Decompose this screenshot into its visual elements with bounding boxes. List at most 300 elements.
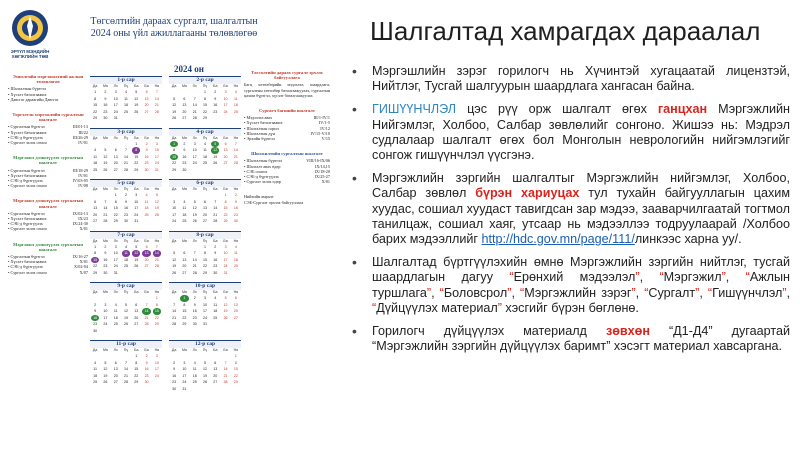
calendar-day: 30: [103, 270, 108, 275]
calendar-day: 6: [183, 96, 186, 101]
schedule-note-heading: Торгэлтэн мэргэжлийн сургалтын шалгалт: [12, 112, 84, 123]
weekday-label: Бя: [223, 348, 228, 352]
weekday-label: Пү: [202, 290, 208, 294]
calendar-day: 25: [123, 109, 128, 114]
schedule-note-row: [8, 140, 88, 145]
calendar-day: 7: [155, 90, 158, 94]
calendar-day: 10: [154, 148, 159, 152]
schedule-note-row: [244, 179, 330, 184]
calendar-day: 13: [202, 206, 207, 210]
calendar-day: 13: [223, 148, 228, 152]
weekday-label: Лх: [192, 84, 197, 88]
calendar-day: 19: [134, 103, 139, 107]
weekday-label: Мя: [181, 348, 187, 352]
calendar-day: 24: [192, 161, 197, 165]
weekday-label: Да: [171, 290, 177, 294]
calendar-day: 27: [182, 116, 187, 120]
schedule-note-text: Багц хөтөлбөрийн мэдээлэл, шаардлага, сургалтын хөтөлбөр баталгаажуулах, сургалтын цахим бүртгэл, хүсэлт баталгаажуулах: [244, 82, 330, 98]
weekday-label: Мя: [102, 348, 108, 352]
calendar-day: 29: [182, 322, 187, 326]
calendar-day: 27: [144, 264, 149, 268]
weekday-label: Ня: [233, 135, 239, 140]
calendar-day: 15: [153, 308, 161, 315]
calendar-day: 28: [233, 161, 238, 165]
schedule-item-date: IX/02-13: [72, 210, 88, 216]
calendar-day: 8: [155, 302, 158, 307]
calendar-day: 16: [144, 367, 149, 371]
calendar-day: 4: [234, 244, 237, 249]
calendar-day: 19: [172, 264, 177, 268]
calendar-day: 26: [172, 116, 177, 120]
calendar-day: 7: [124, 360, 127, 365]
legend-item: СЭБ-Сургалт эрхлэх байгууллага: [244, 199, 304, 205]
calendar-day: 14: [153, 250, 161, 257]
calendar-day: 7: [124, 148, 127, 152]
calendar-day: 8: [132, 147, 140, 154]
calendar-day: 20: [144, 257, 149, 262]
calendar-day: 2: [234, 193, 237, 197]
schedule-item-date: X/01: [321, 179, 330, 185]
month-name: 9-р сар: [90, 283, 162, 290]
schedule-item-date: IX/25-27: [314, 174, 330, 180]
calendar-day: 17: [182, 373, 187, 378]
schedule-note: [8, 74, 88, 102]
calendar-day: 12: [172, 257, 177, 262]
calendar-day: 19: [134, 257, 139, 262]
calendar-day: 28: [154, 109, 159, 114]
schedule-note: [8, 155, 88, 188]
calendar-month: [90, 340, 162, 392]
calendar-day: 22: [202, 264, 207, 268]
calendar-day: 11: [144, 199, 149, 204]
doc-year: 2024 он: [174, 64, 204, 74]
month-name: 11-р сар: [90, 341, 162, 348]
weekday-label: Да: [92, 238, 98, 243]
calendar-day: 21: [144, 315, 149, 320]
calendar-day: 4: [124, 90, 127, 94]
calendar-day: 23: [192, 315, 197, 320]
calendar-day: 29: [93, 270, 98, 275]
calendar-day: 18: [233, 103, 238, 107]
weekday-label: Ня: [154, 238, 160, 243]
calendar-day: 12: [154, 199, 159, 204]
schedule-note-row: [8, 97, 88, 102]
schedule-item-label: • СЭБ сонгох: [244, 168, 268, 174]
calendar-day: 8: [203, 96, 206, 101]
calendar-day: 27: [223, 161, 228, 165]
calendar-day: 13: [134, 309, 139, 313]
calendar-day: 8: [173, 148, 176, 152]
calendar-day: 10: [172, 206, 177, 210]
calendar-day: 25: [113, 322, 118, 326]
calendar-day: 13: [113, 367, 118, 371]
calendar-day: 14: [192, 103, 197, 107]
calendar-day: 12: [132, 250, 140, 257]
calendar-day: 8: [94, 251, 97, 255]
schedule-note: [244, 70, 330, 98]
calendar-day: 18: [144, 206, 149, 210]
calendar-day: 29: [134, 167, 139, 172]
schedule-item-label: • Хүсэлт баталгаажих: [8, 216, 47, 222]
schedule-note-heading: Эмнэлгийн мэргэжилтний ажлын төлөвлөгөө: [12, 74, 84, 85]
schedule-item-date: IV/1-5: [318, 120, 330, 126]
calendar-day: 26: [202, 380, 207, 384]
schedule-item-label: • Сургалтын бүртгэл: [8, 124, 45, 130]
bullet-text-run: Горилогч дүйцүүлэх материалд: [372, 324, 606, 339]
calendar-day: 28: [192, 270, 197, 275]
calendar-day: 27: [113, 167, 118, 172]
schedule-item-date: X/07: [79, 269, 88, 275]
calendar-day: 4: [214, 296, 217, 300]
month-name: 8-р сар: [169, 232, 241, 239]
weekday-label: Ба: [213, 84, 218, 88]
calendar-day: 28: [192, 116, 197, 120]
calendar-legend: [244, 194, 330, 204]
bullet-text-run: ”: [497, 300, 502, 315]
bullet-text-run: ”: [635, 270, 640, 285]
calendar-day: 20: [182, 109, 187, 114]
weekday-label: Да: [92, 187, 98, 191]
weekday-label: Лх: [113, 135, 118, 140]
doc-org-name: ЭРҮҮЛ МЭНДИЙН ХӨГЖЛИЙН ТӨВ: [10, 49, 50, 59]
calendar-day: 22: [202, 109, 207, 114]
month-days: [90, 295, 162, 334]
calendar-month: [90, 282, 162, 334]
calendar-day: 18: [233, 257, 238, 262]
calendar-day: 22: [93, 264, 98, 268]
calendar-day: 30: [144, 167, 149, 172]
calendar-day: 28: [213, 219, 218, 223]
calendar-day: 26: [213, 161, 218, 165]
weekday-label: Бя: [223, 84, 228, 88]
weekday-label: Да: [171, 135, 177, 140]
calendar-day: 29: [113, 219, 118, 223]
bullet-text-run: ,: [635, 285, 645, 300]
calendar-day: 6: [114, 148, 117, 152]
calendar-day: 3: [183, 360, 186, 365]
calendar-day: 15: [182, 309, 187, 313]
bullet-text-run: Мэргэжил: [663, 270, 722, 285]
calendar-day: 24: [154, 161, 159, 165]
calendar-day: 24: [103, 322, 108, 326]
calendar-month: [169, 231, 241, 277]
calendar-day: 8: [94, 96, 97, 101]
schedule-note-heading: Мэргэжил дээшлүүлэх сургалтын шалгалт: [12, 198, 84, 209]
calendar-day: 6: [214, 360, 217, 365]
calendar-day: 12: [123, 309, 128, 313]
schedule-item-label: • Шалгалтын дүн: [244, 130, 275, 136]
calendar-day: 16: [103, 103, 108, 107]
calendar-day: 13: [93, 206, 98, 210]
bullet-text-run: зөвхөн: [605, 324, 650, 339]
weekday-label: Пү: [123, 348, 129, 352]
weekday-label: Ня: [154, 187, 160, 191]
calendar-day: 22: [93, 109, 98, 114]
calendar-day: 8: [114, 199, 117, 204]
calendar-day: 19: [103, 373, 108, 378]
calendar-day: 22: [154, 315, 159, 320]
calendar-day: 20: [144, 103, 149, 107]
weekday-label: Ня: [233, 238, 239, 243]
bullet-text-run: ,: [699, 285, 708, 300]
calendar-day: 21: [123, 161, 128, 165]
calendar-day: 3: [224, 90, 227, 94]
health-center-emblem-icon: [10, 8, 50, 48]
calendar-day: 23: [213, 109, 218, 114]
bullet-text-run: Ерөнхий мэдээлэл: [513, 270, 636, 285]
calendar-day: 22: [233, 373, 238, 378]
weekday-label: Пү: [202, 348, 208, 352]
calendar-day: 4: [94, 148, 97, 152]
schedule-item-date: III/1-IV/1: [313, 115, 330, 121]
calendar-day: 25: [213, 315, 218, 320]
schedule-item-label: • Шалгалтын бүртгэл: [8, 86, 46, 92]
bullet-text-run: ”: [507, 285, 512, 300]
calendar-day: 10: [223, 251, 228, 255]
calendar-day: 11: [192, 367, 197, 371]
month-days: [169, 353, 241, 392]
calendar-day: 6: [183, 251, 186, 255]
calendar-day: 11: [124, 96, 128, 101]
calendar-day: 30: [103, 116, 108, 120]
calendar-day: 9: [104, 96, 107, 101]
calendar-day: 29: [154, 322, 159, 326]
bullet-text-run: хэсгийг бүрэн бөглөнө.: [501, 300, 639, 315]
weekday-label: Ба: [134, 135, 139, 140]
calendar-day: 14: [213, 206, 218, 210]
weekday-label: Да: [171, 238, 177, 243]
calendar-day: 30: [182, 167, 187, 172]
schedule-item-label: • СЭБ-д бүртгүүлэх: [8, 134, 43, 140]
month-days: [90, 192, 162, 225]
calendar-day: 2: [173, 360, 176, 365]
calendar-day: 5: [135, 244, 138, 249]
month-name: 5-р сар: [90, 180, 162, 187]
calendar-day: 17: [223, 103, 228, 107]
weekday-label: Ня: [154, 290, 160, 294]
calendar-day: 17: [223, 257, 228, 262]
calendar-day: 4: [124, 244, 127, 249]
calendar-day: 31: [154, 167, 159, 172]
calendar-day: 10: [113, 251, 118, 255]
calendar-day: 6: [114, 360, 117, 365]
schedule-note-row: [8, 183, 88, 188]
schedule-note-heading: Шилжилтийн сургалтын шалгалт: [251, 151, 323, 157]
calendar-day: 7: [234, 141, 237, 146]
calendar-day: 5: [173, 96, 176, 101]
schedule-note-heading: Төгсөлтийн дараах сургалт эрхлэх байгууллага: [251, 70, 323, 81]
calendar-day: 7: [155, 244, 158, 249]
bullet-text-run: “: [509, 270, 514, 285]
hdc-link[interactable]: http://hdc.gov.mn/page/111/: [481, 232, 635, 247]
calendar-day: 29: [223, 219, 228, 223]
weekday-label: Бя: [144, 290, 149, 294]
calendar-day: 27: [233, 315, 238, 320]
calendar-day: 26: [192, 219, 197, 223]
schedule-item-label: • Хүсэлт баталгаажих: [8, 172, 47, 178]
calendar-day: 5: [211, 141, 219, 148]
calendar-day: 11: [122, 250, 130, 257]
month-name: 1-р сар: [90, 77, 162, 84]
calendar-month: [169, 76, 241, 122]
calendar-day: 12: [103, 367, 108, 371]
weekday-label: Мя: [181, 187, 187, 191]
calendar-day: 20: [134, 315, 139, 320]
calendar-day: 23: [172, 380, 177, 384]
weekday-label: Ня: [233, 348, 239, 352]
schedule-item-label: • Хүсэлт баталгаажих: [244, 120, 283, 126]
month-days: [169, 141, 241, 174]
calendar-day: 8: [135, 360, 138, 365]
calendar-day: 7: [145, 302, 148, 307]
calendar-day: 15: [233, 367, 238, 371]
calendar-day: 2: [183, 141, 186, 146]
calendar-day: 25: [182, 219, 187, 223]
calendar-day: 19: [223, 309, 228, 313]
calendar-day: 18: [182, 212, 187, 217]
calendar-day: 15: [93, 103, 98, 107]
bullet-marker: •: [352, 254, 357, 271]
calendar-day: 27: [113, 380, 118, 384]
weekday-label: Бя: [144, 187, 149, 191]
weekday-label: Ня: [154, 84, 160, 88]
calendar-day: 21: [154, 257, 159, 262]
calendar-day: 6: [203, 199, 206, 204]
weekday-label: Ба: [134, 290, 139, 294]
calendar-day: 12: [211, 147, 219, 154]
month-name: 10-р сар: [169, 283, 241, 290]
calendar-day: 30: [123, 219, 128, 223]
calendar-day: 28: [154, 264, 159, 268]
weekday-label: Да: [92, 135, 98, 140]
weekday-label: Бя: [223, 238, 228, 243]
schedule-note: [244, 151, 330, 184]
weekday-label: Пү: [123, 290, 129, 294]
calendar-day: 15: [91, 257, 99, 264]
calendar-day: 31: [223, 270, 228, 275]
calendar-month: [169, 128, 241, 174]
calendar-day: 28: [123, 167, 128, 172]
calendar-day: 8: [203, 251, 206, 255]
calendar-day: 24: [154, 373, 159, 378]
month-name: 6-р сар: [169, 180, 241, 187]
calendar-day: 15: [170, 154, 178, 161]
schedule-item-label: • СЭБ-д бүртгүүлэх: [8, 221, 43, 227]
calendar-day: 20: [202, 212, 207, 217]
schedule-item-label: • Сургалтын бүртгэл: [8, 210, 45, 216]
calendar-day: 19: [192, 212, 197, 217]
weekday-label: Да: [92, 290, 98, 294]
calendar-day: 29: [93, 116, 98, 120]
bullet-marker: •: [352, 170, 357, 187]
calendar-day: 25: [123, 264, 128, 268]
bullet-text-run: ,: [431, 285, 440, 300]
doc-title-line2: 2024 оны үйл ажиллагааны төлөвлөгөө: [90, 28, 258, 39]
calendar-day: 4: [203, 141, 206, 146]
bullet-text-run: “: [745, 270, 750, 285]
weekday-label: Бя: [144, 84, 149, 88]
calendar-day: 17: [113, 103, 118, 107]
calendar-day: 17: [134, 206, 139, 210]
calendar-day: 3: [173, 199, 176, 204]
schedule-note: [244, 108, 330, 141]
calendar-day: 27: [182, 270, 187, 275]
calendar-day: 27: [93, 219, 98, 223]
weekday-label: Мя: [102, 187, 108, 191]
weekday-label: Бя: [223, 187, 228, 191]
weekday-label: Ня: [233, 187, 239, 191]
calendar-day: 20: [113, 161, 118, 165]
bullet-text-run: Дүйцүүлэх материал: [376, 300, 498, 315]
bullet-text-run: ”: [721, 270, 726, 285]
calendar-day: 16: [182, 154, 187, 159]
calendar-day: 5: [155, 193, 158, 197]
calendar-day: 24: [113, 109, 118, 114]
calendar-day: 29: [172, 167, 177, 172]
bullet-text-run: Сургалт: [648, 285, 696, 300]
bullet-text-run: “: [644, 285, 649, 300]
bullet-text-run: “: [439, 285, 444, 300]
month-days: [90, 89, 162, 122]
calendar-day: 5: [104, 148, 107, 152]
calendar-day: 14: [123, 154, 128, 159]
calendar-day: 7: [173, 302, 176, 307]
calendar-month: [90, 76, 162, 122]
calendar-day: 10: [223, 96, 228, 101]
calendar-day: 1: [180, 295, 188, 302]
calendar-day: 3: [203, 296, 206, 300]
bullet-text-run: бүрэн хариуцах: [475, 186, 580, 201]
weekday-label: Мя: [181, 135, 187, 140]
calendar-day: 29: [233, 380, 238, 384]
calendar-day: 9: [145, 360, 148, 365]
calendar-day: 16: [91, 315, 99, 322]
calendar-day: 28: [103, 219, 108, 223]
weekday-label: Ба: [134, 84, 139, 88]
schedule-item-date: IX/23: [78, 216, 88, 222]
calendar-day: 10: [182, 367, 187, 371]
calendar-document: [4, 4, 332, 445]
weekday-label: Бя: [223, 290, 228, 294]
calendar-day: 13: [142, 250, 150, 257]
weekday-label: Лх: [192, 187, 197, 191]
month-days: [169, 89, 241, 122]
calendar-day: 14: [192, 257, 197, 262]
calendar-day: 21: [192, 109, 197, 114]
calendar-day: 7: [193, 251, 196, 255]
bullet-text-run: ”: [695, 285, 700, 300]
calendar-day: 30: [172, 386, 177, 391]
calendar-day: 2: [94, 302, 97, 307]
calendar-day: 18: [93, 161, 98, 165]
calendar-day: 31: [134, 219, 139, 223]
calendar-day: 22: [134, 161, 139, 165]
calendar-day: 9: [193, 302, 196, 307]
calendar-day: 13: [233, 302, 238, 307]
weekday-label: Да: [171, 348, 177, 352]
calendar-day: 4: [183, 199, 186, 204]
calendar-months-grid: [90, 76, 242, 392]
calendar-day: 4: [145, 193, 148, 197]
schedule-item-date: IV/01: [78, 172, 88, 178]
weekday-label: Ба: [213, 187, 218, 191]
calendar-day: 7: [193, 96, 196, 101]
calendar-day: 26: [154, 212, 159, 217]
month-name: 2-р сар: [169, 77, 241, 84]
schedule-item-label: • Шалгалтын сорил: [244, 125, 279, 131]
calendar-day: 13: [144, 96, 149, 101]
calendar-day: 5: [135, 90, 138, 94]
